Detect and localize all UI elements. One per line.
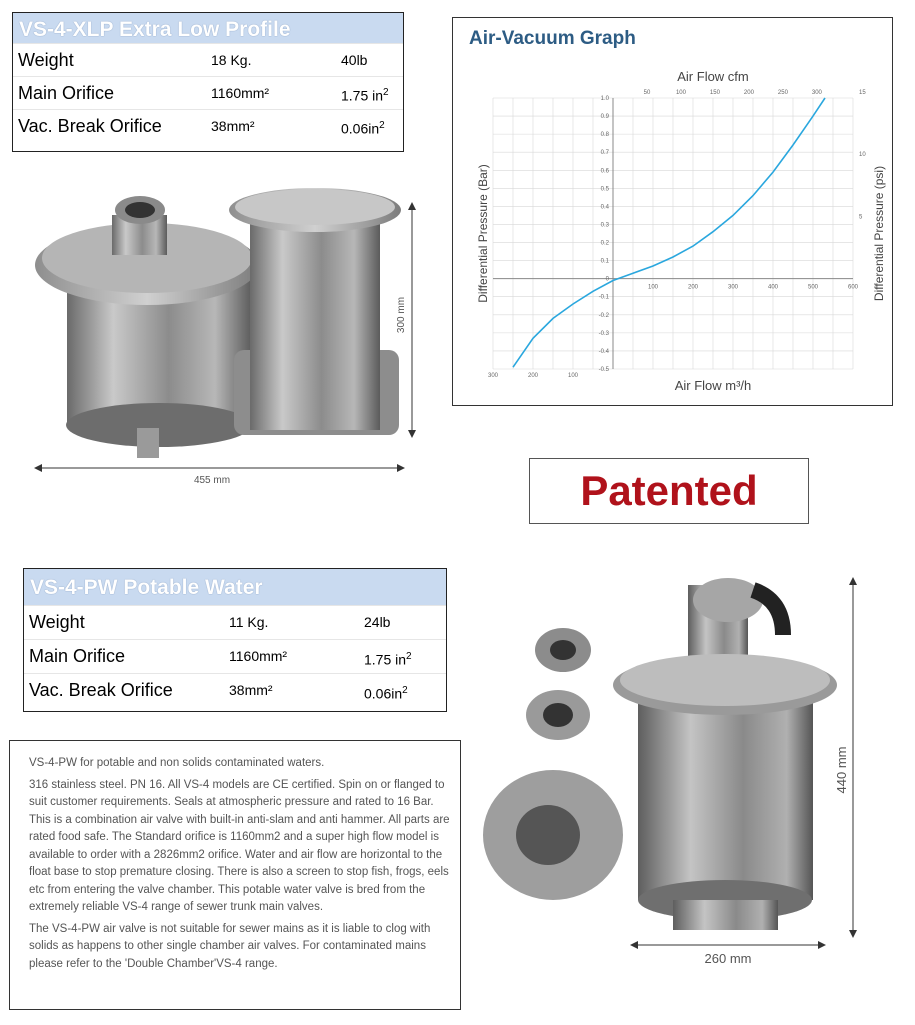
chart-svg [453,56,892,406]
description-box [9,740,461,1010]
xlp-spec-table [12,12,404,152]
row-label: Main Orifice [18,83,115,103]
description-paragraph: The VS-4-PW air valve is not suitable for sewer mains as it is liable to clog with solids as happens to other single chamber air valves. For contaminated mains please refer to the 'Double Chamber'VS-4 range. [29,922,431,970]
width-label: 455 mm [193,475,231,486]
row-metric: 38mm² [211,118,255,134]
y-tick-label: 1.0 [600,96,609,102]
graph-title: Air-Vacuum Graph [469,28,636,49]
row-label: Main Orifice [29,646,126,666]
x-tick-label: 100 [647,284,659,291]
description-paragraph: 316 stainless steel. PN 16. All VS-4 models are CE certified. Spin on or flanged to suit customer requirements. Seals at atmospheric pressure and rated to 16 Bar. This is a combination air valve with built-in anti-slam and anti hammer. All parts are rated food safe. The Standard orifice is 1160mm2 and a super high flow model is available to order with a 2826mm2 orifice. Water and air flow are horizontal to the float base to stop premature closing. There is also a screen to stop fish, frogs, eels etc from entering the valve chamber. This potable water valve is bred from the extremely reliable VS-4 range of sewer trunk main valves. [29,778,450,913]
table-row [13,43,403,76]
cfm-tick-label: 50 [643,90,651,96]
row-imperial: 40lb [341,52,368,68]
y-tick-label: -0.1 [598,294,609,301]
width-label: 260 mm [704,951,752,966]
row-imperial: 24lb [364,614,391,630]
x-tick-label: 300 [487,373,499,379]
x-tick-label: 500 [807,284,819,291]
x-tick-label: 100 [567,373,579,379]
psi-tick-label: 10 [859,152,866,159]
y-tick-label: 0 [605,276,609,283]
y-tick-label: 0.5 [600,186,609,193]
description-paragraph: VS-4-PW for potable and non solids contaminated waters. [29,757,325,769]
table-row [24,673,446,707]
row-label: Vac. Break Orifice [18,116,162,136]
row-imperial: $0.06in^2$ [341,120,385,137]
y-tick-label: 0.1 [600,258,609,265]
row-imperial: $0.06in^2$ [364,685,408,702]
y2-axis-label: Differential Pressure (psi) [872,165,886,302]
row-label: Weight [18,50,74,70]
height-label: 440 mm [834,746,849,794]
cfm-tick-label: 150 [709,90,720,96]
row-imperial: 1.75 $in^2$ [341,87,389,104]
row-imperial: 1.75 $in^2$ [364,651,412,668]
y-tick-label: -0.2 [598,312,609,319]
pw-spec-table [23,568,447,712]
valve-pw-photo [478,570,898,1010]
y-tick-label: 0.6 [600,168,609,175]
y-tick-label: 0.8 [600,132,609,139]
series-line [513,98,825,367]
x2-axis-label: Air Flow cfm [677,69,749,84]
row-metric: 18 Kg. [211,52,252,68]
row-metric: 11 Kg. [229,614,269,630]
y-tick-label: -0.4 [598,348,609,355]
y-tick-label: 0.4 [600,204,609,211]
x-tick-label: 400 [767,284,779,291]
x-tick-label: 600 [847,284,859,291]
x-tick-label: 300 [727,284,739,291]
table-row [13,109,403,142]
table-row [24,605,446,639]
y-tick-label: 0.7 [600,150,609,157]
y-tick-label: -0.3 [598,330,609,337]
y-tick-label: 0.2 [600,240,609,247]
height-label: 300 mm [396,296,407,334]
cfm-tick-label: 300 [811,90,822,96]
x-axis-label: Air Flow m³/h [674,378,752,393]
x-tick-label: 200 [527,373,539,379]
patented-label: Patented [529,458,809,524]
pw-table-title: VS-4-PW Potable Water [24,569,446,605]
y-tick-label: 0.9 [600,114,609,121]
row-label: Vac. Break Orifice [29,680,173,700]
row-metric: 1160mm² [229,648,288,664]
y-tick-label: 0.3 [600,222,609,229]
cfm-tick-label: 100 [675,90,686,96]
psi-tick-label: 5 [859,214,863,221]
air-vacuum-graph [452,17,893,406]
table-row [13,76,403,109]
xlp-table-title: VS-4-XLP Extra Low Profile [13,13,403,43]
row-label: Weight [29,612,85,632]
row-metric: 1160mm² [211,85,270,101]
row-metric: 38mm² [229,682,273,698]
table-row [24,639,446,673]
valve-xlp-photo [12,180,432,490]
cfm-tick-label: 250 [777,90,788,96]
cfm-tick-label: 200 [743,90,754,96]
psi-tick-label: 15 [859,89,866,96]
x-tick-label: 200 [687,284,699,291]
y-tick-label: -0.5 [598,367,609,373]
y-axis-label: Differential Pressure (Bar) [476,164,490,303]
